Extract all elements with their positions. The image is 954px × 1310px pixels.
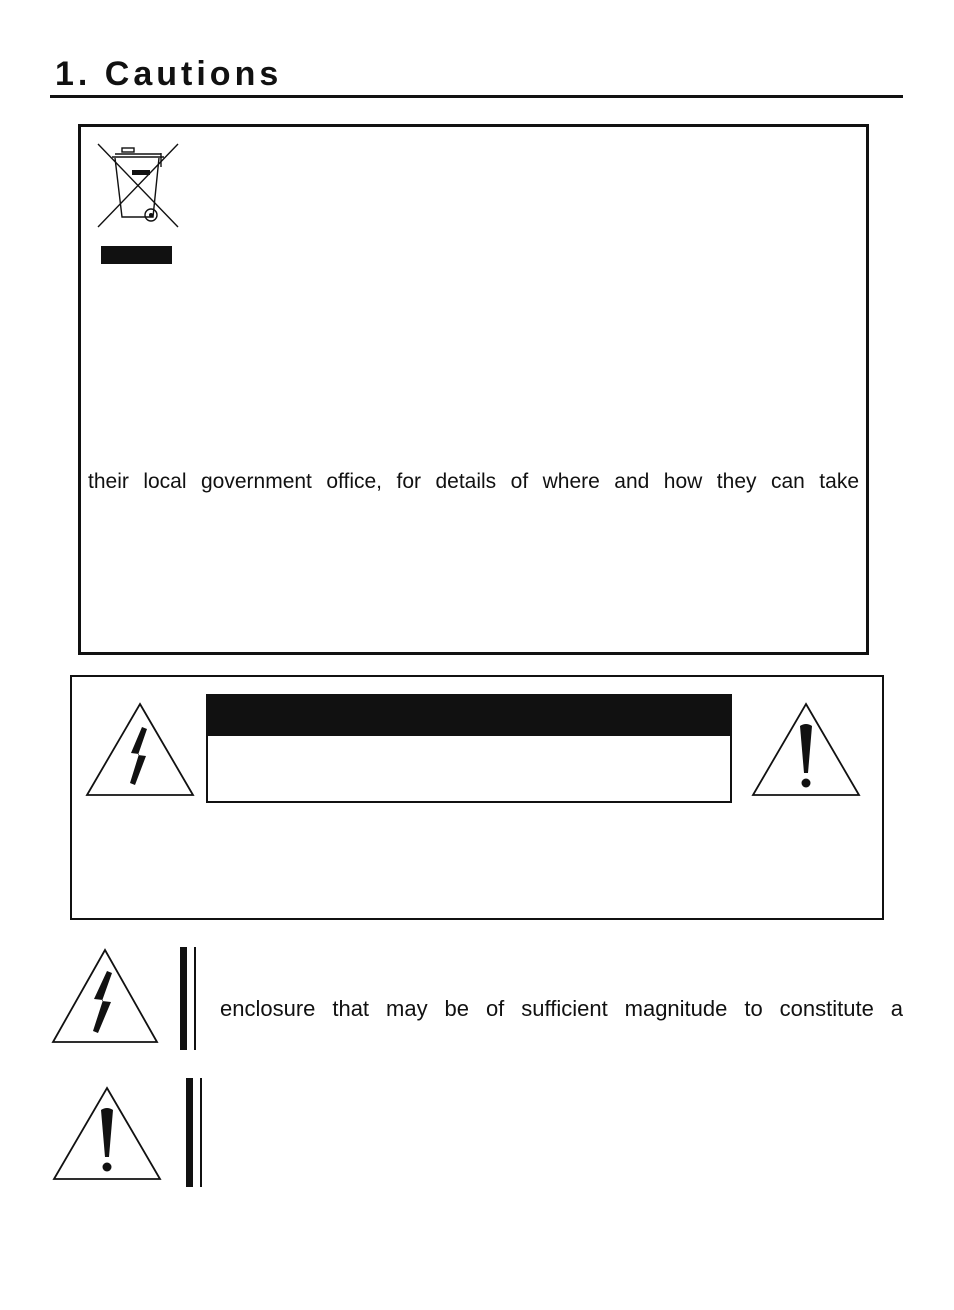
crossed-out-wheelie-bin-icon [95,141,181,231]
weee-notice-text: their local government office, for details of where and how they can take [88,470,859,493]
weee-notice-box [78,124,869,655]
caution-banner [206,694,732,803]
weee-date-bar [101,246,172,264]
caution-banner-header [208,696,730,736]
title-underline [50,95,903,98]
lightning-triangle-icon [50,947,160,1045]
separator-bars [180,947,202,1050]
exclamation-triangle-icon [750,701,862,798]
lightning-triangle-icon [84,701,196,798]
exclamation-triangle-icon [51,1085,163,1182]
electric-shock-explanation-text: enclosure that may be of sufficient magnitude to constitute a [220,996,903,1021]
separator-bars [186,1078,208,1187]
page-title: 1. Cautions [55,55,283,93]
